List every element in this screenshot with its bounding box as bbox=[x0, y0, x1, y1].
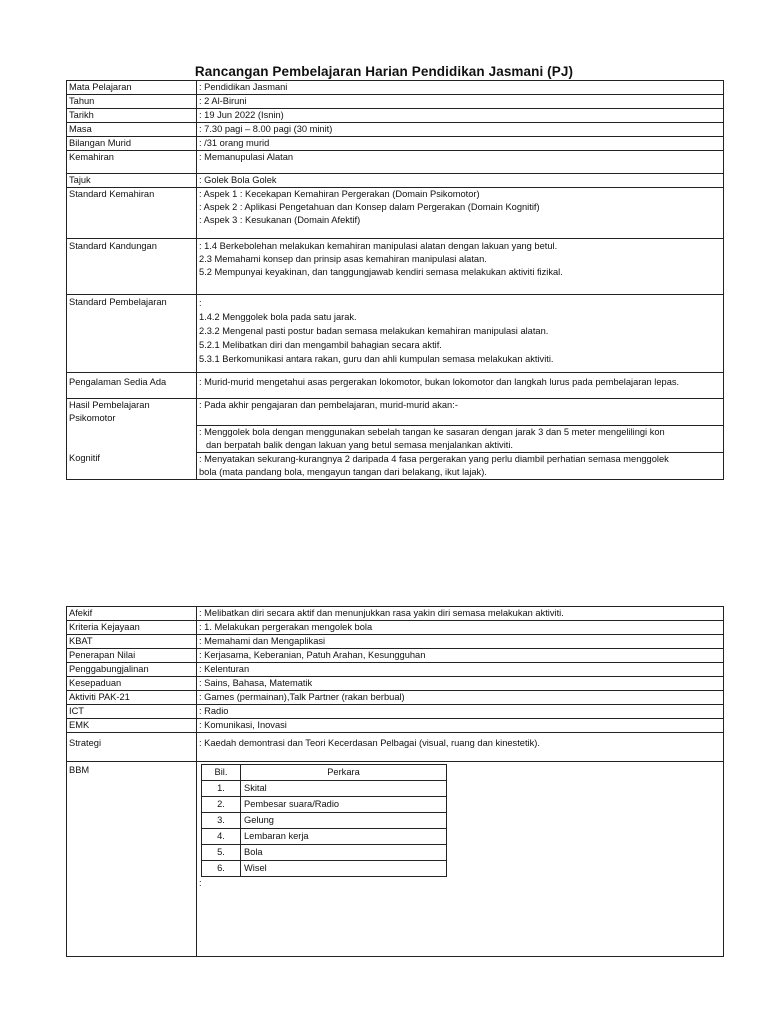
table-row bbox=[67, 399, 724, 426]
table-row bbox=[67, 677, 724, 691]
table-row bbox=[67, 705, 724, 719]
psikomotor-label: Psikomotor bbox=[69, 413, 116, 423]
lesson-details-table bbox=[66, 606, 724, 957]
row-label: Aktiviti PAK-21 bbox=[67, 691, 197, 705]
row-label: Kemahiran bbox=[67, 151, 197, 174]
value-line: : Aspek 1 : Kecekapan Kemahiran Pergerakan (Domain Psikomotor) bbox=[199, 189, 480, 199]
row-value: : 19 Jun 2022 (Isnin) bbox=[197, 109, 724, 123]
row-label: Afekif bbox=[67, 607, 197, 621]
row-value: : Melibatkan diri secara aktif dan menunjukkan rasa yakin diri semasa melakukan aktiviti. bbox=[197, 607, 724, 621]
row-label: Kognitif bbox=[67, 452, 197, 479]
row-label bbox=[67, 399, 197, 426]
value-line: 1.4.2 Menggolek bola pada satu jarak. bbox=[199, 312, 357, 322]
row-value: : 7.30 pagi – 8.00 pagi (30 minit) bbox=[197, 123, 724, 137]
row-label: Penggabungjalinan bbox=[67, 663, 197, 677]
row-label: Standard Kemahiran bbox=[67, 188, 197, 239]
table-row bbox=[67, 691, 724, 705]
bbm-trailing-colon: : bbox=[199, 878, 202, 888]
row-label: Kesepaduan bbox=[67, 677, 197, 691]
table-row bbox=[67, 733, 724, 762]
column-header-bil: Bil. bbox=[202, 765, 241, 781]
table-row bbox=[67, 151, 724, 174]
bbm-item-row bbox=[202, 781, 447, 797]
table-row bbox=[67, 635, 724, 649]
table-row bbox=[67, 137, 724, 151]
bbm-item-name: Bola bbox=[241, 845, 447, 861]
row-value: : 2 Al-Biruni bbox=[197, 95, 724, 109]
psikomotor-value: : Menggolek bola dengan menggunakan sebelah tangan ke sasaran dengan jarak 3 dan 5 meter mengelilingi kon bbox=[199, 426, 665, 437]
table-row bbox=[67, 95, 724, 109]
row-label: Mata Pelajaran bbox=[67, 81, 197, 95]
table-row bbox=[67, 621, 724, 635]
row-label: KBAT bbox=[67, 635, 197, 649]
bbm-item-number: 2. bbox=[202, 797, 241, 813]
row-value: : /31 orang murid bbox=[197, 137, 724, 151]
row-label: Penerapan Nilai bbox=[67, 649, 197, 663]
bbm-cell bbox=[197, 762, 724, 957]
row-label: Tajuk bbox=[67, 174, 197, 188]
row-value bbox=[197, 295, 724, 373]
bbm-item-name: Pembesar suara/Radio bbox=[241, 797, 447, 813]
row-label: Masa bbox=[67, 123, 197, 137]
row-label: ICT bbox=[67, 705, 197, 719]
lesson-info-table bbox=[66, 80, 724, 480]
table-row bbox=[67, 295, 724, 373]
table-row bbox=[67, 719, 724, 733]
value-line: : bbox=[199, 298, 202, 308]
row-label: Standard Pembelajaran bbox=[67, 295, 197, 373]
row-value: : Pendidikan Jasmani bbox=[197, 81, 724, 95]
row-value bbox=[197, 452, 724, 479]
row-value: : Memanupulasi Alatan bbox=[197, 151, 724, 174]
row-label: Standard Kandungan bbox=[67, 239, 197, 295]
table-row bbox=[67, 663, 724, 677]
bbm-item-name: Wisel bbox=[241, 861, 447, 877]
table-row bbox=[67, 649, 724, 663]
row-value: : Golek Bola Golek bbox=[197, 174, 724, 188]
psikomotor-value-cont: dan berpatah balik dengan lakuan yang betul semasa menjalankan aktiviti. bbox=[206, 439, 514, 450]
hasil-value: : Pada akhir pengajaran dan pembelajaran, murid-murid akan:- bbox=[199, 400, 458, 410]
row-label: Bilangan Murid bbox=[67, 137, 197, 151]
row-value bbox=[197, 399, 724, 426]
row-value: : Sains, Bahasa, Matematik bbox=[197, 677, 724, 691]
table-row bbox=[67, 239, 724, 295]
kognitif-value-cont: bola (mata pandang bola, mengayun tangan dari belakang, ikut lajak). bbox=[199, 466, 487, 477]
table-header-row bbox=[202, 765, 447, 781]
row-label: Strategi bbox=[67, 733, 197, 762]
table-row bbox=[67, 762, 724, 957]
value-line: : Aspek 2 : Aplikasi Pengetahuan dan Konsep dalam Pergerakan (Domain Kognitif) bbox=[199, 202, 540, 212]
value-line: 5.3.1 Berkomunikasi antara rakan, guru dan ahli kumpulan semasa melakukan aktiviti. bbox=[199, 354, 554, 364]
table-row bbox=[67, 607, 724, 621]
value-line: 2.3.2 Mengenal pasti postur badan semasa melakukan kemahiran manipulasi alatan. bbox=[199, 326, 549, 336]
row-label: Pengalaman Sedia Ada bbox=[67, 373, 197, 399]
table-row bbox=[67, 81, 724, 95]
row-label: Tahun bbox=[67, 95, 197, 109]
row-value bbox=[197, 239, 724, 295]
row-value: : Komunikasi, Inovasi bbox=[197, 719, 724, 733]
bbm-item-number: 6. bbox=[202, 861, 241, 877]
row-value: : Memahami dan Mengaplikasi bbox=[197, 635, 724, 649]
row-value: : Games (permainan),Talk Partner (rakan berbual) bbox=[197, 691, 724, 705]
column-header-perkara: Perkara bbox=[241, 765, 447, 781]
row-value bbox=[197, 425, 724, 452]
row-value: : Murid-murid mengetahui asas pergerakan lokomotor, bukan lokomotor dan langkah lurus pada pembelajaran lepas. bbox=[197, 373, 724, 399]
table-row bbox=[67, 109, 724, 123]
hasil-label: Hasil Pembelajaran bbox=[69, 400, 150, 410]
bbm-item-row bbox=[202, 797, 447, 813]
row-value: : 1. Melakukan pergerakan mengolek bola bbox=[197, 621, 724, 635]
value-line: : 1.4 Berkebolehan melakukan kemahiran manipulasi alatan dengan lakuan yang betul. bbox=[199, 241, 558, 251]
bbm-item-name: Lembaran kerja bbox=[241, 829, 447, 845]
row-value bbox=[197, 188, 724, 239]
value-line: : Aspek 3 : Kesukanan (Domain Afektif) bbox=[199, 215, 361, 225]
row-value: : Kerjasama, Keberanian, Patuh Arahan, Kesungguhan bbox=[197, 649, 724, 663]
bbm-item-row bbox=[202, 829, 447, 845]
row-label: Tarikh bbox=[67, 109, 197, 123]
row-label: EMK bbox=[67, 719, 197, 733]
row-label: BBM bbox=[67, 762, 197, 957]
kognitif-value: : Menyatakan sekurang-kurangnya 2 daripada 4 fasa pergerakan yang perlu diambil perhatian semasa menggolek bbox=[199, 453, 669, 464]
bbm-item-number: 4. bbox=[202, 829, 241, 845]
document-title: Rancangan Pembelajaran Harian Pendidikan Jasmani (PJ) bbox=[194, 64, 574, 79]
table-row bbox=[67, 373, 724, 399]
bbm-item-number: 1. bbox=[202, 781, 241, 797]
row-value: : Radio bbox=[197, 705, 724, 719]
bbm-items-table bbox=[201, 764, 447, 877]
value-line: 5.2.1 Melibatkan diri dan mengambil bahagian secara aktif. bbox=[199, 340, 442, 350]
table-row bbox=[67, 174, 724, 188]
table-row bbox=[67, 452, 724, 479]
table-row bbox=[67, 425, 724, 452]
bbm-item-number: 3. bbox=[202, 813, 241, 829]
row-value: : Kelenturan bbox=[197, 663, 724, 677]
value-line: 2.3 Memahami konsep dan prinsip asas kemahiran manipulasi alatan. bbox=[199, 254, 487, 264]
bbm-item-number: 5. bbox=[202, 845, 241, 861]
bbm-item-row bbox=[202, 861, 447, 877]
row-label: Kriteria Kejayaan bbox=[67, 621, 197, 635]
table-row bbox=[67, 123, 724, 137]
bbm-item-name: Gelung bbox=[241, 813, 447, 829]
bbm-item-row bbox=[202, 813, 447, 829]
row-value: : Kaedah demontrasi dan Teori Kecerdasan Pelbagai (visual, ruang dan kinestetik). bbox=[197, 733, 724, 762]
bbm-item-row bbox=[202, 845, 447, 861]
table-row bbox=[67, 188, 724, 239]
row-label bbox=[67, 425, 197, 452]
bbm-item-name: Skital bbox=[241, 781, 447, 797]
value-line: 5.2 Mempunyai keyakinan, dan tanggungjawab kendiri semasa melakukan aktiviti fizikal. bbox=[199, 267, 563, 277]
